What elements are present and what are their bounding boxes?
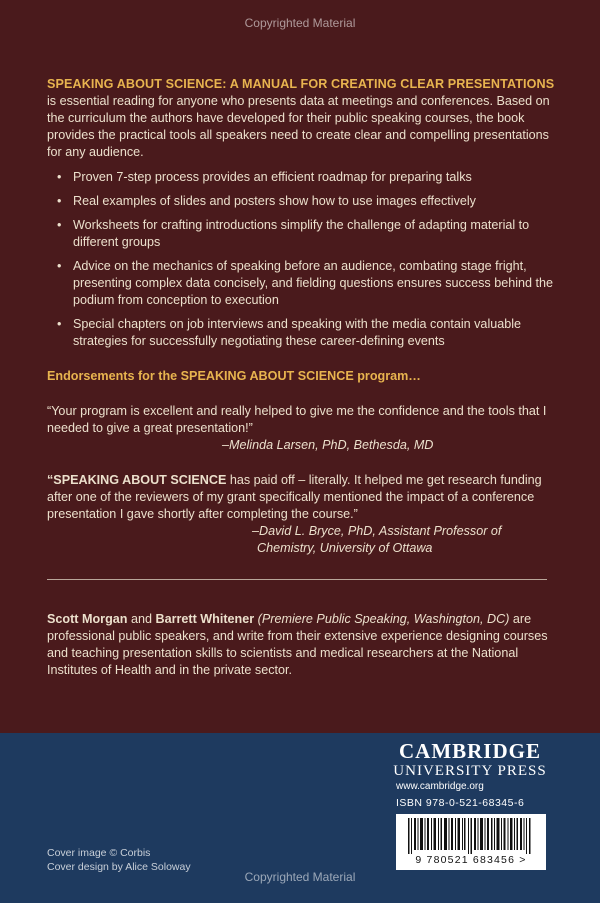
- feature-item: • Worksheets for crafting introductions simplify the challenge of adapting material to different groups: [73, 217, 557, 251]
- quote-2-attribution-line-2: Chemistry, University of Ottawa: [257, 541, 433, 555]
- endorsement-quote-1: [47, 403, 557, 454]
- feature-item: • Real examples of slides and posters show how to use images effectively: [73, 193, 557, 210]
- barcode: [396, 814, 546, 870]
- blurb-headline: SPEAKING ABOUT SCIENCE: A MANUAL FOR CREATING CLEAR PRESENTATIONS: [47, 77, 555, 91]
- author-name-1: Scott Morgan: [47, 612, 128, 626]
- isbn-label: ISBN 978-0-521-68345-6: [396, 797, 525, 809]
- author-name-2: Barrett Whitener: [155, 612, 255, 626]
- endorsements-heading: Endorsements for the SPEAKING ABOUT SCIENCE program…: [47, 369, 421, 383]
- feature-item: • Proven 7-step process provides an efficient roadmap for preparing talks: [73, 169, 557, 186]
- blurb-text: is essential reading for anyone who presents data at meetings and conferences. Based on the curriculum the authors have developed for their public speaking courses, the book provides the practical tools all speakers need to create clear and compelling presentations for any audience.: [47, 94, 550, 159]
- author-bio-text: are professional public speakers, and write from their extensive experience designing courses and teaching presentation skills to scientists and medical researchers at the National Institutes of Health and in the private sector.: [47, 612, 548, 677]
- quote-2-title: “SPEAKING ABOUT SCIENCE: [47, 473, 227, 487]
- cover-image-credit: Cover image © Corbis: [47, 847, 151, 859]
- publisher-url: www.cambridge.org: [396, 781, 484, 792]
- quote-1-attribution: –Melinda Larsen, PhD, Bethesda, MD: [222, 438, 434, 452]
- quote-1-text: “Your program is excellent and really helped to give me the confidence and the tools that I needed to give a great presentation!”: [47, 404, 547, 435]
- publisher-logo: [390, 740, 550, 794]
- blurb: [47, 76, 557, 161]
- publisher-name-line-2: UNIVERSITY PRESS: [393, 763, 547, 779]
- divider-rule: [47, 579, 547, 580]
- barcode-digits: 9 780521 683456 >: [415, 854, 527, 866]
- author-bio: [47, 611, 557, 679]
- quote-2-text: has paid off – literally. It helped me get research funding after one of the reviewers of my grant specifically mentioned the impact of a conference presentation I gave shortly after completing the course.”: [47, 473, 542, 521]
- feature-list: [47, 169, 557, 350]
- endorsement-quote-2: [47, 472, 557, 557]
- barcode-bars-icon: [408, 818, 534, 854]
- cover-design-credit: Cover design by Alice Soloway: [47, 861, 191, 873]
- watermark-top: Copyrighted Material: [244, 16, 356, 30]
- feature-item: • Advice on the mechanics of speaking before an audience, combating stage fright, presenting complex data concisely, and fielding questions ensures success behind the podium from conception to execution: [73, 258, 557, 309]
- feature-item: • Special chapters on job interviews and speaking with the media contain valuable strategies for successfully negotiating these career-defining events: [73, 316, 557, 350]
- quote-2-attribution-line-1: –David L. Bryce, PhD, Assistant Professor of: [252, 524, 502, 538]
- author-and: and: [127, 612, 156, 626]
- back-cover-content: [47, 76, 557, 557]
- author-affiliation: (Premiere Public Speaking, Washington, DC): [254, 612, 510, 626]
- publisher-name-line-1: CAMBRIDGE: [398, 739, 541, 763]
- watermark-bottom: Copyrighted Material: [244, 870, 356, 884]
